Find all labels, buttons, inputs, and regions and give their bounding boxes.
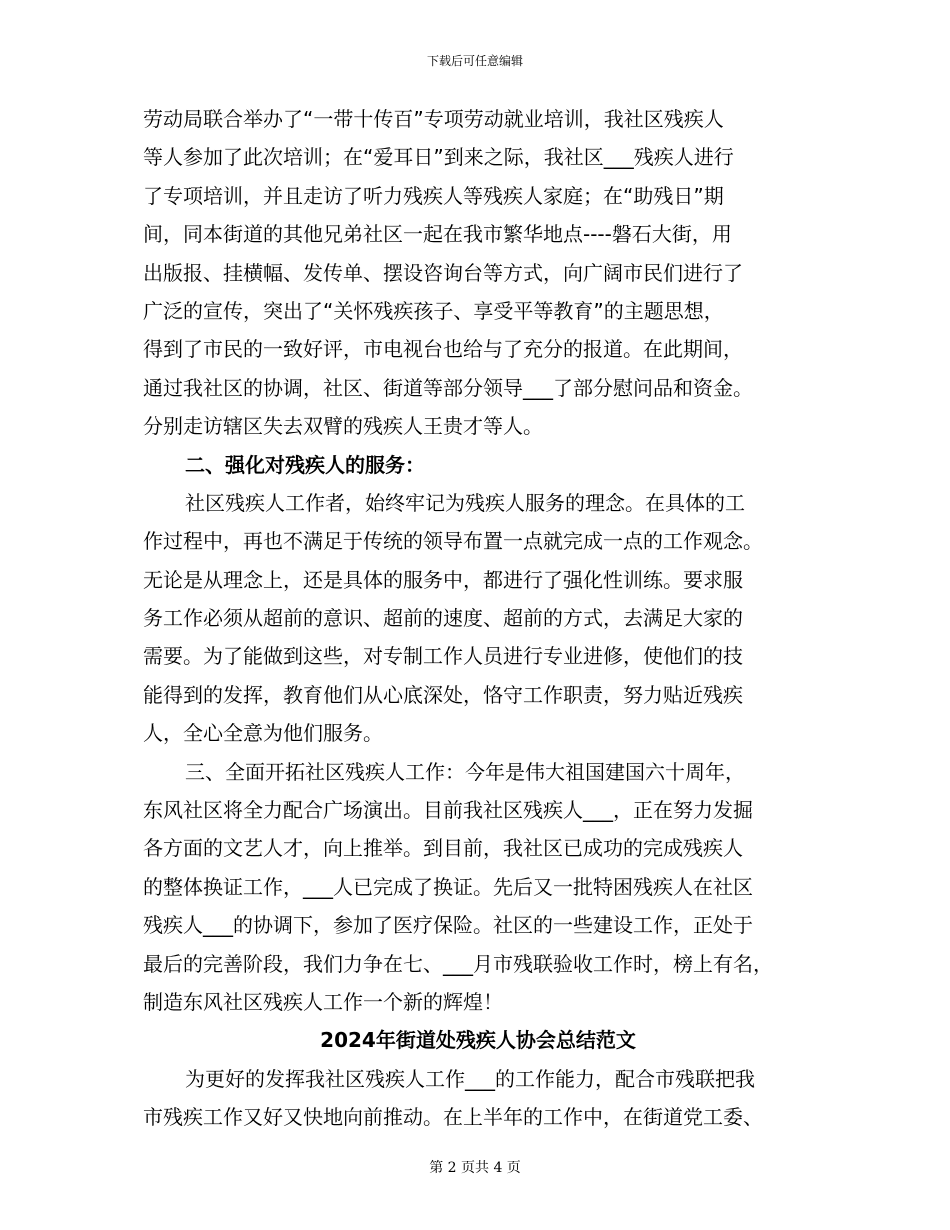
text-line: 无论是从理念上，还是具体的服务中，都进行了强化性训练。要求服 [143, 567, 743, 592]
text-line: 劳动局联合举办了“一带十传百”专项劳动就业培训，我社区残疾人 [143, 107, 724, 131]
text-line: 市残疾工作又好又快地向前推动。在上半年的工作中，在街道党工委、 [143, 1105, 763, 1130]
page-header: 下载后可任意编辑 [426, 54, 523, 68]
text-line: 作过程中，再也不满足于传统的领导布置一点就完成一点的工作观念。 [143, 529, 763, 554]
text-line: 各方面的文艺人才，向上推举。到目前，我社区已成功的完成残疾人 [143, 836, 743, 861]
text-line: 能得到的发挥，教育他们从心底深处，恪守工作职责，努力贴近残疾 [143, 682, 743, 707]
text-line: 了专项培训，并且走访了听力残疾人等残疾人家庭；在“助残日”期 [143, 183, 724, 208]
text-line: 二、强化对残疾人的服务： [185, 452, 425, 477]
text-line: 残疾人___的协调下，参加了医疗保险。社区的一些建设工作，正处于 [143, 913, 753, 938]
text-line: 需要。为了能做到这些，对专制工作人员进行专业进修，使他们的技 [143, 644, 743, 669]
text-line: 出版报、挂横幅、发传单、摆设咨询台等方式，向广阔市民们进行了 [143, 260, 743, 285]
document-body [143, 100, 813, 1137]
text-line: 东风社区将全力配合广场演出。目前我社区残疾人___，正在努力发掘 [143, 798, 753, 823]
text-line: 人，全心全意为他们服务。 [143, 721, 383, 746]
text-line: 的整体换证工作，___人已完成了换证。先后又一批特困残疾人在社区 [143, 874, 753, 899]
text-line: 通过我社区的协调，社区、街道等部分领导___了部分慰问品和资金。 [143, 375, 753, 400]
text-line: 得到了市民的一致好评，市电视台也给与了充分的报道。在此期间， [143, 337, 743, 362]
text-line: 2024年街道处残疾人协会总结范文 [320, 1028, 636, 1053]
text-line: 广泛的宣传，突出了“关怀残疾孩子、享受平等教育”的主题思想， [143, 298, 724, 323]
text-line: 社区残疾人工作者，始终牢记为残疾人服务的理念。在具体的工 [185, 490, 745, 515]
text-line: 制造东风社区残疾人工作一个新的辉煌！ [143, 989, 503, 1014]
text-line: 等人参加了此次培训；在“爱耳日”到来之际，我社区___残疾人进行 [143, 145, 734, 170]
text-line: 务工作必须从超前的意识、超前的速度、超前的方式，去满足大家的 [143, 606, 743, 631]
text-line: 为更好的发挥我社区残疾人工作___的工作能力，配合市残联把我 [185, 1066, 755, 1091]
text-line: 三、全面开拓社区残疾人工作：今年是伟大祖国建国六十周年， [185, 759, 745, 784]
text-line: 间，同本街道的其他兄弟社区一起在我市繁华地点----磐石大街，用 [143, 222, 732, 247]
text-line: 最后的完善阶段，我们力争在七、___月市残联验收工作时，榜上有名， [143, 951, 773, 976]
text-line: 分别走访辖区失去双臂的残疾人王贵才等人。 [143, 414, 543, 439]
page-footer: 第 2 页共 4 页 [429, 1160, 521, 1176]
